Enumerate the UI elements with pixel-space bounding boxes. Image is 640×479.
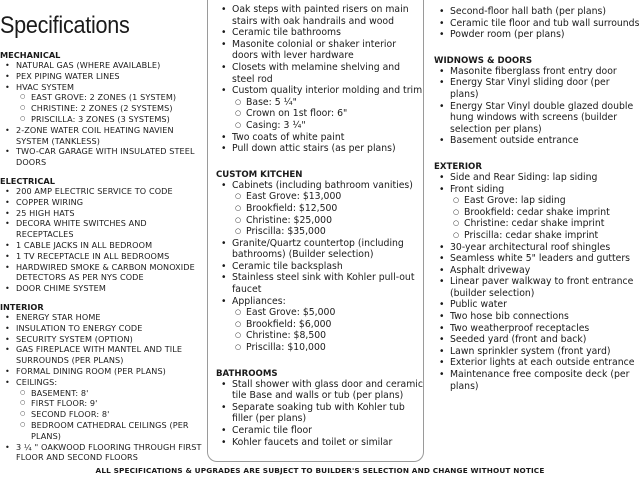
list-item: • DOOR CHIME SYSTEM [0, 283, 206, 294]
interior-continued-list-2 [216, 132, 423, 155]
list-item: • Powder room (per plans) [434, 29, 640, 41]
list-item: • Energy Star Vinyl double glazed double hung windows with screens (builder selection per plans) [434, 101, 640, 136]
sub-item: ○ Christine: $8,500 [216, 330, 423, 342]
list-item: • COPPER WIRING [0, 197, 206, 208]
sub-item: ○ East Grove: lap siding [434, 195, 640, 207]
list-item: • Maintenance free composite deck (per plans) [434, 369, 640, 392]
footer-disclaimer: ALL SPECIFICATIONS & UPGRADES ARE SUBJECT TO BUILDER'S SELECTION AND CHANGE WITHOUT NOTICE [95, 466, 545, 475]
list-item: • Seamless white 5" leaders and gutters [434, 253, 640, 265]
list-item: • Stall shower with glass door and ceramic tile Base and walls or tub (per plans) [216, 379, 423, 402]
sub-item: ○ FIRST FLOOR: 9' [0, 398, 206, 409]
trim-sublist [216, 97, 423, 132]
column-left [0, 0, 206, 463]
sub-item: ○ Priscilla: cedar shake imprint [434, 230, 640, 242]
list-item: • PEX PIPING WATER LINES [0, 71, 206, 82]
hvac-sublist [0, 92, 206, 124]
cabinets-sublist [216, 191, 423, 237]
list-item: • 2-ZONE WATER COIL HEATING NAVIEN SYSTEM (TANKLESS) [0, 125, 206, 147]
list-item: • GAS FIREPLACE WITH MANTEL AND TILE SURROUNDS (PER PLANS) [0, 344, 206, 366]
list-item: • ENERGY STAR HOME [0, 312, 206, 323]
list-item: • Masonite fiberglass front entry door [434, 66, 640, 78]
ceilings-sublist [0, 388, 206, 442]
list-item: • 1 CABLE JACKS IN ALL BEDROOM [0, 240, 206, 251]
exterior-list [434, 172, 640, 195]
kitchen-heading: CUSTOM KITCHEN [216, 169, 303, 180]
list-item: • Appliances: [216, 296, 423, 308]
list-item: • Stainless steel sink with Kohler pull-out faucet [216, 272, 423, 295]
interior-list-2 [0, 442, 206, 464]
list-item: • Public water [434, 299, 640, 311]
list-item: • INSULATION TO ENERGY CODE [0, 323, 206, 334]
sub-item: ○ Base: 5 ¼" [216, 97, 423, 109]
sub-item: ○ Priscilla: $35,000 [216, 226, 423, 238]
list-item: • Lawn sprinkler system (front yard) [434, 346, 640, 358]
sub-item: ○ EAST GROVE: 2 ZONES (1 SYSTEM) [0, 92, 206, 103]
electrical-heading: ELECTRICAL [0, 175, 55, 186]
list-item: • NATURAL GAS (WHERE AVAILABLE) [0, 60, 206, 71]
sub-item: ○ Crown on 1st floor: 6" [216, 108, 423, 120]
sub-item: ○ Priscilla: $10,000 [216, 342, 423, 354]
sub-item: ○ East Grove: $5,000 [216, 307, 423, 319]
windows-list [434, 66, 640, 147]
list-item: • Front siding [434, 184, 640, 196]
list-item: • Side and Rear Siding: lap siding [434, 172, 640, 184]
list-item: • HVAC SYSTEM [0, 82, 206, 93]
electrical-list [0, 186, 206, 294]
list-item: • CEILINGS: [0, 377, 206, 388]
list-item: • Masonite colonial or shaker interior doors with lever hardware [216, 39, 423, 62]
list-item: • Two hose bib connections [434, 311, 640, 323]
list-item: • Two weatherproof receptacles [434, 323, 640, 335]
list-item: • Ceramic tile bathrooms [216, 27, 423, 39]
sub-item: ○ Christine: cedar shake imprint [434, 218, 640, 230]
list-item: • Pull down attic stairs (as per plans) [216, 143, 423, 155]
kitchen-list-2 [216, 238, 423, 308]
list-item: • Second-floor hall bath (per plans) [434, 6, 640, 18]
sub-item: ○ BASEMENT: 8' [0, 388, 206, 399]
list-item: • Separate soaking tub with Kohler tub filler (per plans) [216, 402, 423, 425]
list-item: • Basement outside entrance [434, 135, 640, 147]
list-item: • Two coats of white paint [216, 132, 423, 144]
list-item: • TWO-CAR GARAGE WITH INSULATED STEEL DOORS [0, 146, 206, 168]
front-siding-sublist [434, 195, 640, 241]
bathrooms-list [216, 379, 423, 449]
mechanical-heading: MECHANICAL [0, 50, 61, 60]
appliances-sublist [216, 307, 423, 353]
list-item: • Oak steps with painted risers on main stairs with oak handrails and wood [216, 4, 423, 27]
exterior-list-2 [434, 242, 640, 393]
sub-item: ○ SECOND FLOOR: 8' [0, 409, 206, 420]
list-item: • Granite/Quartz countertop (including bathrooms) (Builder selection) [216, 238, 423, 261]
list-item: • Energy Star Vinyl sliding door (per plans) [434, 77, 640, 100]
sub-item: ○ East Grove: $13,000 [216, 191, 423, 203]
list-item: • Custom quality interior molding and trim [216, 85, 423, 97]
list-item: • Ceramic tile backsplash [216, 261, 423, 273]
page-title: Specifications [0, 12, 130, 39]
sub-item: ○ Christine: $25,000 [216, 215, 423, 227]
list-item: • Closets with melamine shelving and steel rod [216, 62, 423, 85]
list-item: • DECORA WHITE SWITCHES AND RECEPTACLES [0, 218, 206, 240]
sub-item: ○ Casing: 3 ¼" [216, 120, 423, 132]
list-item: • SECURITY SYSTEM (OPTION) [0, 334, 206, 345]
column-right [430, 0, 640, 392]
list-item: • Linear paver walkway to front entrance (builder selection) [434, 276, 640, 299]
list-item: • Asphalt driveway [434, 265, 640, 277]
sub-item: ○ CHRISTINE: 2 ZONES (2 SYSTEMS) [0, 103, 206, 114]
windows-doors-heading: WIDNOWS & DOORS [434, 55, 533, 66]
list-item: • Ceramic tile floor and tub wall surrounds [434, 18, 640, 30]
bathrooms-continued-list [434, 6, 640, 41]
bathrooms-heading: BATHROOMS [216, 368, 278, 379]
sub-item: ○ PRISCILLA: 3 ZONES (3 SYSTEMS) [0, 114, 206, 125]
mechanical-list [0, 60, 206, 92]
list-item: • 3 ¼ " OAKWOOD FLOORING THROUGH FIRST FLOOR AND SECOND FLOORS [0, 442, 206, 464]
interior-list [0, 312, 206, 388]
kitchen-list [216, 180, 423, 192]
list-item: • Exterior lights at each outside entrance [434, 357, 640, 369]
list-item: • HARDWIRED SMOKE & CARBON MONOXIDE DETECTORS AS PER NYS CODE [0, 262, 206, 284]
exterior-heading: EXTERIOR [434, 161, 482, 172]
sub-item: ○ BEDROOM CATHEDRAL CEILINGS (PER PLANS) [0, 420, 206, 442]
sub-item: ○ Brookfield: $12,500 [216, 203, 423, 215]
list-item: • FORMAL DINING ROOM (PER PLANS) [0, 366, 206, 377]
sub-item: ○ Brookfield: cedar shake imprint [434, 207, 640, 219]
list-item: • 25 HIGH HATS [0, 208, 206, 219]
interior-heading: INTERIOR [0, 301, 44, 312]
list-item: • Seeded yard (front and back) [434, 334, 640, 346]
interior-continued-list [216, 4, 423, 97]
list-item: • Ceramic tile floor [216, 425, 423, 437]
list-item: • Kohler faucets and toilet or similar [216, 437, 423, 449]
list-item: • 30-year architectural roof shingles [434, 242, 640, 254]
column-middle [207, 0, 424, 462]
list-item: • 200 AMP ELECTRIC SERVICE TO CODE [0, 186, 206, 197]
mechanical-list-2 [0, 125, 206, 168]
list-item: • Cabinets (including bathroom vanities) [216, 180, 423, 192]
sub-item: ○ Brookfield: $6,000 [216, 319, 423, 331]
list-item: • 1 TV RECEPTACLE IN ALL BEDROOMS [0, 251, 206, 262]
